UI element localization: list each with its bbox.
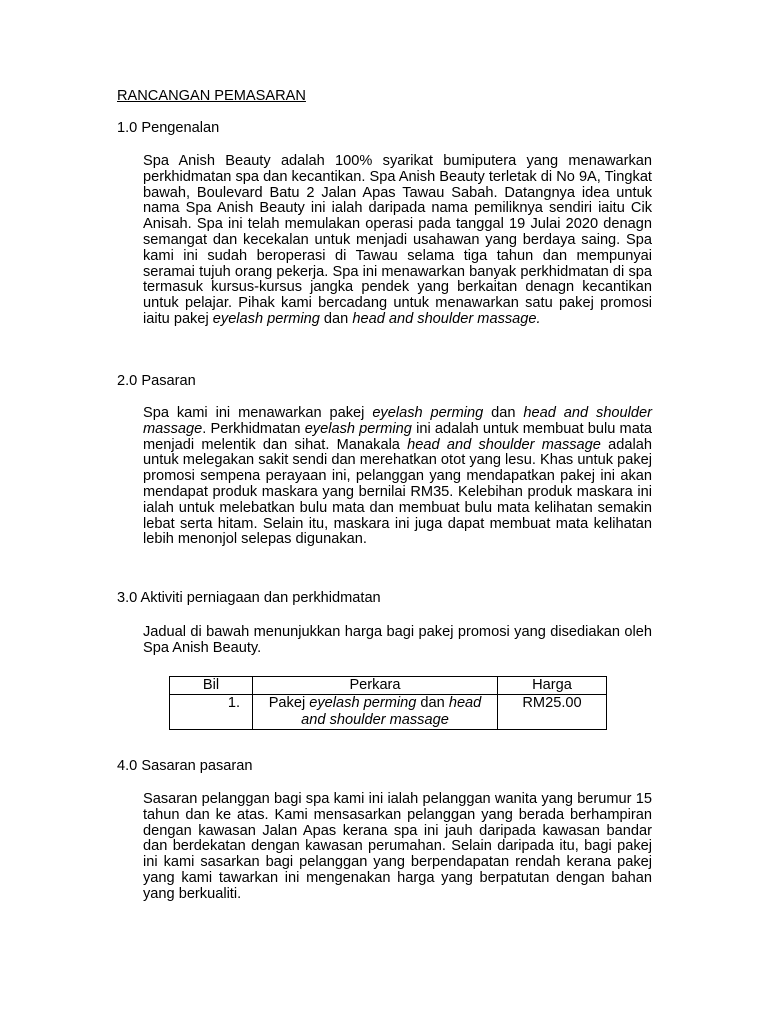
italic-run: eyelash perming (372, 405, 484, 421)
paragraph-pengenalan (143, 154, 652, 328)
table-row (170, 695, 607, 730)
italic-run: head and shoulder massage (407, 436, 601, 453)
text-run: adalah untuk melegakan sakit sendi dan merehatkan otot yang lesu. Khas untuk pakej promosi sempena perayaan ini, pelanggan yang mendapatkan pakej ini akan mendapat produk maskara yang bernilai RM35. Kelebihan produk maskara ini ialah untuk melebatkan bulu mata dan membuat bulu mata kelihatan semakin lebat serta hitam. Selain itu, maskara ini juga dapat membuat mata kelihatan lebih menonjol selepas digunakan. (143, 436, 652, 548)
cell-harga: RM25.00 (498, 695, 607, 730)
italic-run: eyelash perming (309, 695, 417, 711)
italic-run: head and shoulder massage. (352, 310, 541, 327)
italic-run: head and shoulder massage (301, 695, 482, 728)
document-title: RANCANGAN PEMASARAN (117, 88, 306, 104)
section-heading-pengenalan: 1.0 Pengenalan (117, 120, 220, 136)
section-heading-pasaran: 2.0 Pasaran (117, 373, 196, 389)
text-run: Pakej (268, 695, 310, 711)
section-heading-aktiviti: 3.0 Aktiviti perniagaan dan perkhidmatan (117, 590, 381, 606)
paragraph-aktiviti: Jadual di bawah menunjukkan harga bagi pakej promosi yang disediakan oleh Spa Anish Beauty. (143, 624, 652, 656)
italic-run: eyelash perming (304, 420, 412, 437)
paragraph-pasaran (143, 406, 652, 548)
text-run: dan (416, 695, 449, 711)
text-run: . Perkhidmatan (202, 420, 305, 437)
header-bil: Bil (170, 677, 253, 695)
cell-bil: 1. (170, 695, 253, 730)
section-heading-sasaran: 4.0 Sasaran pasaran (117, 758, 253, 774)
paragraph-sasaran: Sasaran pelanggan bagi spa kami ini ialah pelanggan wanita yang berumur 15 tahun dan ke atas. Kami mensasarkan pelanggan yang berada berhampiran dengan kawasan Jalan Apas kerana spa ini jauh daripada kawasan bandar dan berdekatan dengan kawasan perumahan. Selain daripada itu, bagi pakej ini kami sasarkan bagi pelanggan yang berpendapatan rendah kerana pakej yang kami tawarkan ini mengenakan harga yang berpatutan dengan bahan yang berkualiti. (143, 791, 652, 902)
text-run: dan (483, 405, 524, 421)
text-run: ini adalah untuk membuat bulu mata menjadi melentik dan sihat. Manakala (143, 420, 652, 453)
text-run: Spa kami ini menawarkan pakej (143, 405, 373, 421)
text-run: Spa Anish Beauty adalah 100% syarikat bumiputera yang menawarkan perkhidmatan spa dan kecantikan. Spa Anish Beauty terletak di No 9A, Tingkat bawah, Boulevard Batu 2 Jalan Apas Tawau Sabah. Datangnya idea untuk nama Spa Anish Beauty ini ialah daripada nama pemiliknya sendiri iaitu Cik Anisah. Spa ini telah memulakan operasi pada tanggal 19 Julai 2020 denagn semangat dan kecekalan untuk menjadi usahawan yang berdaya saing. Spa kami ini sudah beroperasi di Tawau selama tiga tahun dan mempunyai seramai tujuh orang pekerja. Spa ini menawarkan banyak perkhidmatan di spa termasuk kursus-kursus jangka pendek yang berkaitan denagn kecantikan untuk pelajar. Pihak kami bercadang untuk menawarkan satu pakej promosi iaitu pakej (143, 153, 652, 327)
italic-run: head and shoulder massage (143, 405, 652, 437)
italic-run: eyelash perming (212, 310, 320, 327)
price-table (169, 676, 607, 730)
table-header-row (170, 677, 607, 695)
text-run: dan (319, 310, 353, 327)
header-harga: Harga (498, 677, 607, 695)
cell-perkara (253, 695, 498, 730)
header-perkara: Perkara (253, 677, 498, 695)
